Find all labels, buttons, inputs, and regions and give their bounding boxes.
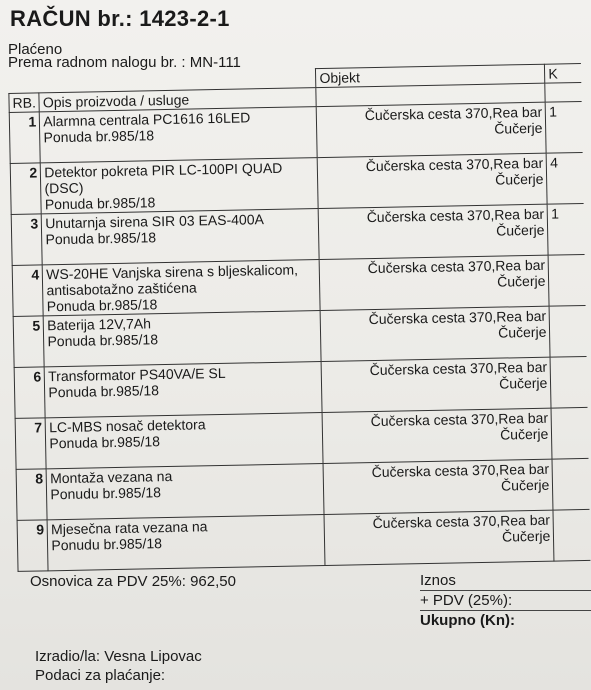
row-object-cell — [318, 204, 548, 259]
row-k-value — [552, 458, 589, 510]
row-object-address: Čučerska cesta 370,Rea bar — [366, 205, 545, 226]
row-k-value — [549, 305, 586, 357]
column-header-rb: RB. — [9, 93, 40, 113]
row-object-cell — [324, 510, 554, 565]
invoice-title: RAČUN br.: 1423-2-1 — [10, 6, 230, 31]
row-object-cell — [319, 255, 549, 310]
row-number: 6 — [14, 367, 45, 419]
vat-base: Osnovica za PDV 25%: 962,50 — [30, 573, 236, 590]
vat-label: + PDV (25%): — [420, 590, 591, 610]
row-number: 4 — [12, 265, 43, 317]
work-order-reference: Prema radnom nalogu br. : MN-111 — [8, 54, 241, 71]
row-offer-reference: Ponudu br.985/18 — [50, 484, 162, 503]
row-offer-reference: Ponuda br.985/18 — [44, 194, 156, 213]
row-k-value — [550, 356, 587, 408]
row-object-address: Čučerska cesta 370,Rea bar — [368, 307, 547, 328]
row-object-cell — [317, 102, 547, 157]
row-number: 8 — [16, 469, 47, 521]
total-label: Ukupno (Kn): — [420, 610, 591, 630]
row-object-address: Čučerska cesta 370,Rea bar — [364, 103, 543, 124]
row-description-cell — [41, 158, 319, 214]
row-object-address: Čučerska cesta 370,Rea bar — [371, 460, 550, 481]
row-offer-reference: Ponudu br.985/18 — [51, 535, 163, 554]
table-row — [17, 509, 591, 571]
row-object-cell — [323, 459, 553, 514]
row-k-value: 1 — [545, 101, 582, 153]
row-offer-reference: Ponuda br.985/18 — [48, 382, 160, 401]
row-object-cell — [318, 153, 548, 208]
row-description: Alarmna centrala PC1616 16LED — [43, 109, 251, 130]
row-description: LC-MBS nosač detektora — [48, 416, 206, 436]
row-description-cell — [40, 107, 318, 163]
row-description-cell — [45, 413, 323, 469]
row-object-cell — [320, 306, 550, 361]
row-offer-reference: Ponuda br.985/18 — [47, 331, 159, 350]
row-object-address: Čučerska cesta 370,Rea bar — [365, 154, 544, 175]
row-object-district: Čučerje — [501, 527, 551, 545]
payment-status: Plaćeno — [8, 41, 63, 58]
row-object-district: Čučerje — [495, 170, 544, 188]
row-k-value — [553, 509, 590, 561]
row-number: 2 — [10, 163, 41, 215]
row-number: 1 — [9, 112, 40, 164]
row-description: Unutarnja sirena SIR 03 EAS-400A — [45, 211, 265, 232]
row-number: 7 — [15, 418, 46, 470]
row-description: Baterija 12V,7Ah — [47, 315, 152, 334]
row-object-district: Čučerje — [496, 221, 545, 239]
row-description: Detektor pokreta PIR LC-100PI QUAD (DSC) — [44, 159, 283, 197]
row-offer-reference: Ponuda br.985/18 — [43, 127, 155, 146]
payment-details-label: Podaci za plaćanje: — [35, 667, 166, 684]
row-description-cell — [42, 209, 320, 265]
row-object-cell — [321, 357, 551, 412]
row-object-address: Čučerska cesta 370,Rea bar — [370, 409, 549, 430]
row-description-cell — [43, 260, 321, 316]
row-object-district: Čučerje — [499, 425, 549, 443]
row-object-district: Čučerje — [500, 476, 550, 494]
column-header-object: Objekt — [316, 64, 545, 87]
row-k-value: 4 — [546, 152, 583, 204]
row-number: 9 — [17, 520, 48, 572]
row-offer-reference: Ponuda br.985/18 — [46, 296, 158, 315]
row-object-address: Čučerska cesta 370,Rea bar — [369, 358, 548, 379]
row-description-cell — [43, 311, 321, 367]
row-object-district: Čučerje — [497, 272, 546, 290]
row-object-address: Čučerska cesta 370,Rea bar — [372, 511, 551, 532]
row-description-cell — [47, 515, 325, 571]
row-k-value: 1 — [547, 203, 584, 255]
column-header-k: K — [545, 63, 582, 83]
row-offer-reference: Ponuda br.985/18 — [45, 229, 157, 248]
row-description: Montaža vezana na — [49, 467, 173, 487]
row-object-address: Čučerska cesta 370,Rea bar — [367, 256, 546, 277]
row-description-cell — [44, 362, 322, 418]
row-description-cell — [46, 464, 324, 520]
row-description: WS-20HE Vanjska sirena s bljeskalicom, antisabotažno zaštićena — [46, 261, 299, 299]
row-k-value — [551, 407, 588, 459]
items-table — [8, 63, 591, 572]
row-number: 5 — [13, 316, 44, 368]
row-object-district: Čučerje — [494, 119, 543, 137]
row-k-value — [548, 254, 585, 306]
made-by: Izradio/la: Vesna Lipovac — [35, 648, 202, 665]
row-object-district: Čučerje — [497, 323, 547, 341]
row-offer-reference: Ponuda br.985/18 — [49, 433, 161, 452]
amount-label: Iznos — [420, 572, 456, 589]
row-number: 3 — [11, 214, 42, 266]
column-header-description: Opis proizvoda / usluge — [39, 88, 316, 112]
row-object-district: Čučerje — [498, 374, 548, 392]
row-object-cell — [322, 408, 552, 463]
row-description: Mjesečna rata vezana na — [50, 518, 208, 538]
row-description: Transformator PS40VA/E SL — [48, 364, 226, 385]
totals-block — [420, 571, 591, 630]
